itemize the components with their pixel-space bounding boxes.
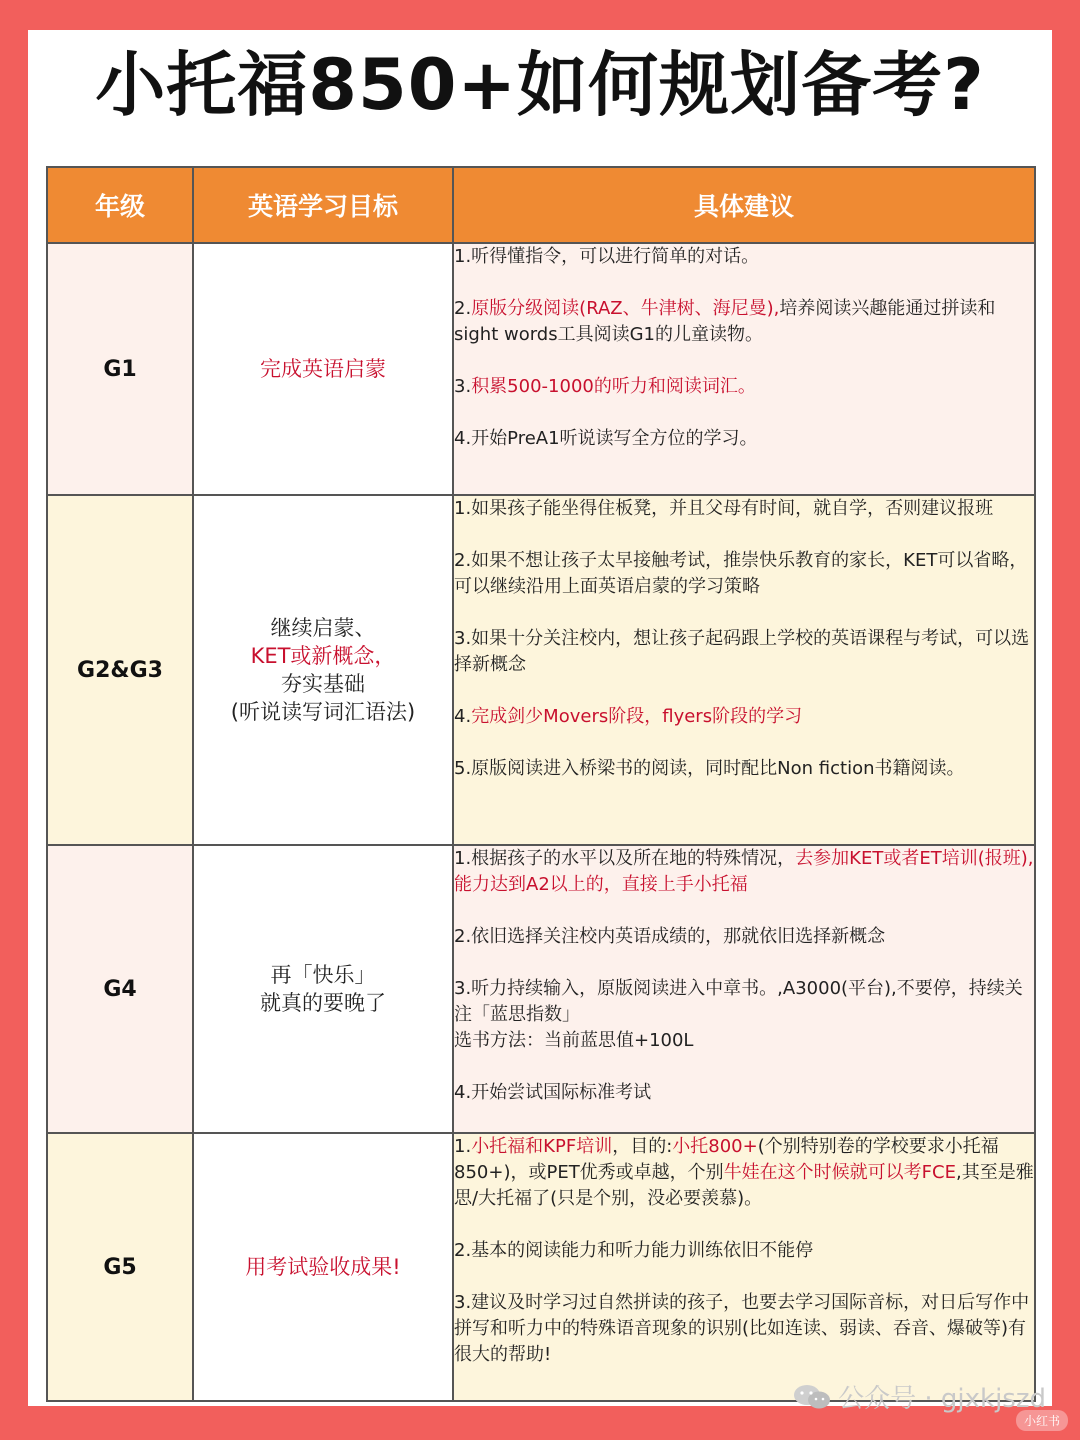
advice-item xyxy=(454,1134,1034,1212)
advice-text: 选书方法：当前蓝思值+100L xyxy=(454,1030,694,1051)
goal-line: (听说读写词汇语法) xyxy=(230,700,416,724)
advice-item xyxy=(454,1238,1034,1264)
header-grade: 年级 xyxy=(47,167,193,243)
advice-text: ,其至是雅思/大托福了(只是个别，没必要羡慕)。 xyxy=(454,1162,1034,1209)
advice-item xyxy=(454,1290,1034,1368)
advice-item xyxy=(454,1080,1034,1106)
goal-line: 再「快乐」 xyxy=(270,963,376,987)
advice-text: 3. xyxy=(454,376,472,397)
advice-text: 3.听力持续输入，原版阅读进入中章书。,A3000(平台),不要停，持续关注「蓝思指数」 xyxy=(454,978,1023,1025)
advice-text: 2.如果不想让孩子太早接触考试，推崇快乐教育的家长，KET可以省略，可以继续沿用上面英语启蒙的学习策略 xyxy=(454,550,1028,597)
advice-text: 1.如果孩子能坐得住板凳，并且父母有时间，就自学，否则建议报班 xyxy=(454,498,994,519)
advice-cell xyxy=(453,1133,1035,1401)
advice-cell xyxy=(453,845,1035,1133)
header-advice: 具体建议 xyxy=(453,167,1035,243)
goal-line: 就真的要晚了 xyxy=(260,991,386,1015)
watermark-text: 公众号 · gjxkjszd xyxy=(838,1384,1046,1414)
advice-item xyxy=(454,704,1034,730)
grade-cell: G1 xyxy=(47,243,193,495)
advice-item xyxy=(454,924,1034,950)
advice-text: 1.根据孩子的水平以及所在地的特殊情况， xyxy=(454,848,796,869)
goal-line: 夯实基础 xyxy=(281,672,365,696)
table-row xyxy=(47,845,1035,1133)
advice-highlight: 小托800+ xyxy=(672,1136,758,1157)
corner-badge: 小红书 xyxy=(1016,1410,1068,1431)
advice-item xyxy=(454,548,1034,600)
advice-item xyxy=(454,296,1034,348)
table-header-row xyxy=(47,167,1035,243)
advice-text: 3.建议及时学习过自然拼读的孩子，也要去学习国际音标，对日后写作中拼写和听力中的特殊语音现象的识别(比如连读、弱读、吞音、爆破等)有很大的帮助! xyxy=(454,1292,1030,1365)
goal-line: 完成英语启蒙 xyxy=(260,357,386,381)
advice-item xyxy=(454,426,1034,452)
table-row xyxy=(47,495,1035,845)
advice-item xyxy=(454,626,1034,678)
goal-line: 继续启蒙、 xyxy=(270,616,376,640)
goal-line: KET或新概念， xyxy=(250,644,396,668)
advice-text: 2.基本的阅读能力和听力能力训练依旧不能停 xyxy=(454,1240,814,1261)
advice-highlight: 去参加KET或者ET培训(报班),能力达到A2以上的，直接上手小托福 xyxy=(454,848,1034,895)
page-title: 小托福850+如何规划备考? xyxy=(95,44,985,126)
goal-cell xyxy=(193,1133,453,1401)
advice-text: 2.依旧选择关注校内英语成绩的，那就依旧选择新概念 xyxy=(454,926,886,947)
watermark xyxy=(792,1378,1046,1415)
wechat-icon xyxy=(792,1383,832,1411)
advice-highlight: 小托福和KPF培训 xyxy=(471,1136,613,1157)
advice-text: ，目的: xyxy=(612,1136,673,1157)
advice-text: (个别特别卷的学校要求小托福850+)，或PET优秀或卓越，个别 xyxy=(454,1136,999,1183)
advice-item xyxy=(454,846,1034,898)
goal-line: 用考试验收成果! xyxy=(245,1255,401,1279)
grade-cell: G2&G3 xyxy=(47,495,193,845)
goal-cell xyxy=(193,845,453,1133)
advice-text: 4.开始PreA1听说读写全方位的学习。 xyxy=(454,428,758,449)
advice-cell xyxy=(453,495,1035,845)
grade-cell: G4 xyxy=(47,845,193,1133)
advice-text: 培养阅读兴趣能通过拼读和sight words工具阅读G1的儿童读物。 xyxy=(454,298,996,345)
advice-highlight: 完成剑少Movers阶段，flyers阶段的学习 xyxy=(471,706,803,727)
advice-cell xyxy=(453,243,1035,495)
study-plan-table xyxy=(46,166,1036,1402)
goal-cell xyxy=(193,243,453,495)
advice-highlight: 积累500-1000的听力和阅读词汇。 xyxy=(471,376,756,397)
table-row xyxy=(47,243,1035,495)
goal-cell xyxy=(193,495,453,845)
advice-text: 3.如果十分关注校内，想让孩子起码跟上学校的英语课程与考试，可以选择新概念 xyxy=(454,628,1030,675)
advice-item xyxy=(454,374,1034,400)
advice-text: 2. xyxy=(454,298,472,319)
advice-item xyxy=(454,756,1034,782)
advice-text: 1.听得懂指令，可以进行简单的对话。 xyxy=(454,246,760,267)
advice-highlight: 牛娃在这个时候就可以考FCE xyxy=(723,1162,956,1183)
header-goal: 英语学习目标 xyxy=(193,167,453,243)
advice-item xyxy=(454,976,1034,1054)
advice-text: 5.原版阅读进入桥梁书的阅读，同时配比Non fiction书籍阅读。 xyxy=(454,758,965,779)
advice-text: 1. xyxy=(454,1136,472,1157)
advice-highlight: 原版分级阅读(RAZ、牛津树、海尼曼), xyxy=(471,298,780,319)
advice-item xyxy=(454,496,1034,522)
advice-text: 4.开始尝试国际标准考试 xyxy=(454,1082,652,1103)
advice-item xyxy=(454,244,1034,270)
advice-text: 4. xyxy=(454,706,472,727)
table-row xyxy=(47,1133,1035,1401)
grade-cell: G5 xyxy=(47,1133,193,1401)
